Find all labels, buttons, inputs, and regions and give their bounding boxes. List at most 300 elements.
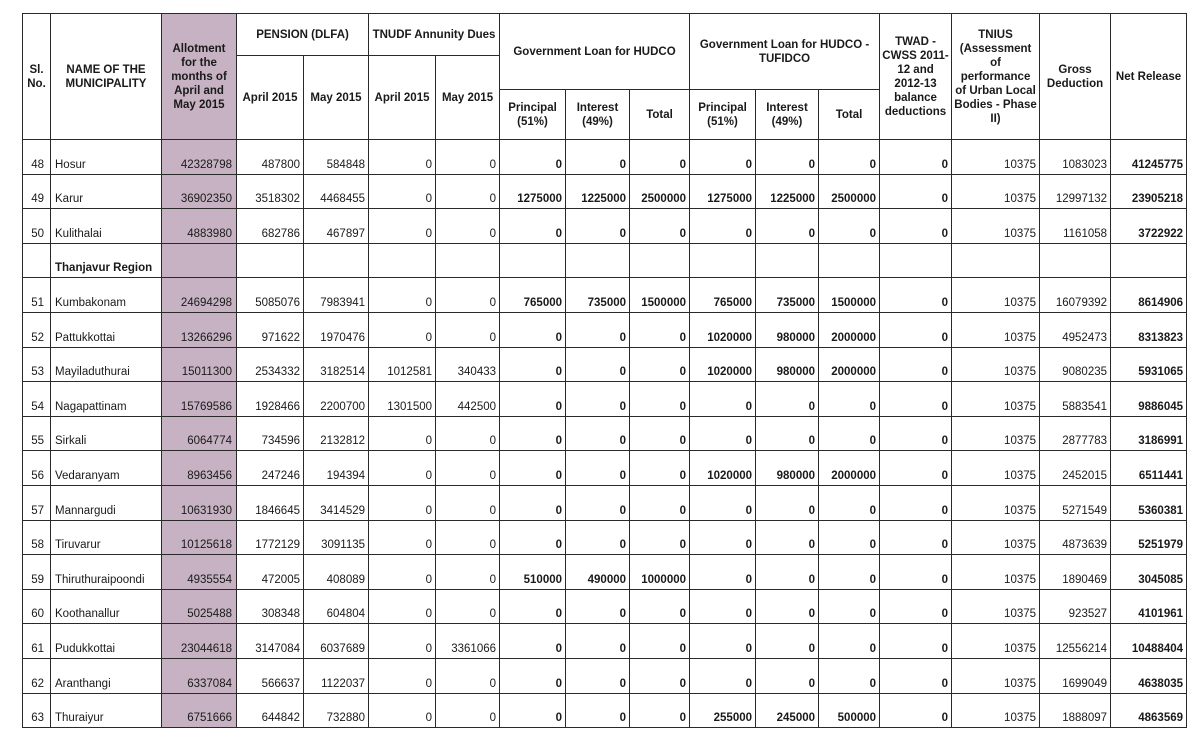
cell-t-apr: 0: [369, 451, 436, 486]
cell-h-i: 0: [566, 416, 630, 451]
cell-net: 9886045: [1111, 382, 1187, 417]
cell-u-i: 980000: [756, 312, 819, 347]
table-row: [23, 140, 1187, 175]
table-row: [23, 174, 1187, 209]
cell-alloc: 24694298: [162, 278, 237, 313]
cell-t-apr: 1012581: [369, 347, 436, 382]
cell-tnius: 10375: [952, 209, 1040, 244]
cell-name: Vedaranyam: [51, 451, 162, 486]
cell-u-i: 0: [756, 520, 819, 555]
cell-twad: 0: [880, 589, 952, 624]
cell-net: 41245775: [1111, 140, 1187, 175]
cell-p-may: 2200700: [304, 382, 369, 417]
cell-twad: 0: [880, 416, 952, 451]
cell-t-apr: 0: [369, 555, 436, 590]
cell-u-p: 0: [690, 485, 756, 520]
cell-p-may: 1122037: [304, 658, 369, 693]
table-cell: [1040, 243, 1111, 278]
cell-alloc: 13266296: [162, 312, 237, 347]
cell-h-t: 0: [630, 312, 690, 347]
cell-h-i: 0: [566, 520, 630, 555]
cell-h-i: 0: [566, 209, 630, 244]
cell-u-t: 0: [819, 140, 880, 175]
cell-h-i: 0: [566, 312, 630, 347]
cell-u-t: 0: [819, 520, 880, 555]
cell-u-i: 735000: [756, 278, 819, 313]
cell-t-apr: 1301500: [369, 382, 436, 417]
cell-name: Thuraiyur: [51, 693, 162, 728]
header-pension: PENSION (DLFA): [237, 14, 369, 56]
cell-u-p: 0: [690, 555, 756, 590]
region-row: [23, 243, 1187, 278]
table-cell: [162, 243, 237, 278]
cell-u-t: 500000: [819, 693, 880, 728]
cell-t-apr: 0: [369, 209, 436, 244]
cell-h-p: 0: [500, 451, 566, 486]
cell-h-i: 0: [566, 658, 630, 693]
cell-t-may: 0: [436, 278, 500, 313]
cell-p-apr: 566637: [237, 658, 304, 693]
cell-twad: 0: [880, 658, 952, 693]
cell-p-may: 3182514: [304, 347, 369, 382]
cell-sl: 48: [23, 140, 51, 175]
cell-h-t: 0: [630, 624, 690, 659]
cell-name: Kumbakonam: [51, 278, 162, 313]
cell-p-may: 7983941: [304, 278, 369, 313]
cell-alloc: 15769586: [162, 382, 237, 417]
table-row: [23, 658, 1187, 693]
cell-name: Pudukkottai: [51, 624, 162, 659]
cell-name: Aranthangi: [51, 658, 162, 693]
cell-tnius: 10375: [952, 658, 1040, 693]
table-row: [23, 520, 1187, 555]
table-row: [23, 312, 1187, 347]
cell-p-may: 6037689: [304, 624, 369, 659]
table-cell: [1111, 243, 1187, 278]
header-hudco-total: Total: [630, 90, 690, 140]
table-row: [23, 416, 1187, 451]
cell-t-may: 0: [436, 416, 500, 451]
header-tufidco-principal: Principal (51%): [690, 90, 756, 140]
cell-tnius: 10375: [952, 278, 1040, 313]
header-sl-no: Sl. No.: [23, 14, 51, 140]
cell-twad: 0: [880, 451, 952, 486]
table-cell: [690, 243, 756, 278]
cell-name: Pattukkottai: [51, 312, 162, 347]
header-tufidco-total: Total: [819, 90, 880, 140]
table-row: [23, 382, 1187, 417]
cell-h-p: 0: [500, 589, 566, 624]
cell-h-i: 0: [566, 382, 630, 417]
table-cell: [630, 243, 690, 278]
cell-tnius: 10375: [952, 312, 1040, 347]
cell-net: 3045085: [1111, 555, 1187, 590]
cell-sl: 53: [23, 347, 51, 382]
cell-t-may: 0: [436, 485, 500, 520]
cell-h-i: 0: [566, 624, 630, 659]
cell-t-apr: 0: [369, 312, 436, 347]
cell-u-p: 1020000: [690, 347, 756, 382]
cell-sl: 51: [23, 278, 51, 313]
cell-gross: 9080235: [1040, 347, 1111, 382]
cell-u-t: 0: [819, 209, 880, 244]
cell-h-i: 0: [566, 347, 630, 382]
cell-u-t: 0: [819, 416, 880, 451]
table-row: [23, 624, 1187, 659]
header-tnudf: TNUDF Annunity Dues: [369, 14, 500, 56]
cell-h-p: 0: [500, 209, 566, 244]
cell-t-apr: 0: [369, 485, 436, 520]
cell-h-p: 0: [500, 312, 566, 347]
cell-gross: 1890469: [1040, 555, 1111, 590]
cell-net: 5931065: [1111, 347, 1187, 382]
cell-t-apr: 0: [369, 624, 436, 659]
cell-sl: 63: [23, 693, 51, 728]
cell-net: 5360381: [1111, 485, 1187, 520]
cell-h-p: 1275000: [500, 174, 566, 209]
cell-u-t: 1500000: [819, 278, 880, 313]
cell-tnius: 10375: [952, 451, 1040, 486]
cell-u-t: 2500000: [819, 174, 880, 209]
cell-net: 4101961: [1111, 589, 1187, 624]
cell-u-p: 0: [690, 209, 756, 244]
table-cell: [369, 243, 436, 278]
cell-twad: 0: [880, 312, 952, 347]
cell-p-may: 408089: [304, 555, 369, 590]
cell-u-i: 0: [756, 382, 819, 417]
cell-u-i: 0: [756, 624, 819, 659]
cell-twad: 0: [880, 174, 952, 209]
cell-alloc: 10631930: [162, 485, 237, 520]
header-hudco-interest: Interest (49%): [566, 90, 630, 140]
cell-p-apr: 734596: [237, 416, 304, 451]
cell-u-p: 1275000: [690, 174, 756, 209]
cell-tnius: 10375: [952, 624, 1040, 659]
table-cell: [500, 243, 566, 278]
cell-t-may: 0: [436, 451, 500, 486]
cell-u-p: 0: [690, 140, 756, 175]
cell-net: 3722922: [1111, 209, 1187, 244]
cell-p-may: 1970476: [304, 312, 369, 347]
cell-h-t: 0: [630, 451, 690, 486]
cell-twad: 0: [880, 347, 952, 382]
cell-u-t: 0: [819, 555, 880, 590]
cell-u-p: 0: [690, 382, 756, 417]
cell-p-apr: 5085076: [237, 278, 304, 313]
cell-h-i: 0: [566, 140, 630, 175]
table-row: [23, 589, 1187, 624]
cell-u-t: 0: [819, 382, 880, 417]
cell-gross: 2877783: [1040, 416, 1111, 451]
cell-name: Mayiladuthurai: [51, 347, 162, 382]
cell-h-t: 1000000: [630, 555, 690, 590]
cell-p-apr: 1846645: [237, 485, 304, 520]
table-row: [23, 451, 1187, 486]
cell-name: Mannargudi: [51, 485, 162, 520]
table-cell: [819, 243, 880, 278]
cell-t-apr: 0: [369, 278, 436, 313]
header-net-release: Net Release: [1111, 14, 1187, 140]
cell-net: 8614906: [1111, 278, 1187, 313]
cell-t-apr: 0: [369, 140, 436, 175]
header-gross-deduction: Gross Deduction: [1040, 14, 1111, 140]
cell-gross: 923527: [1040, 589, 1111, 624]
cell-tnius: 10375: [952, 520, 1040, 555]
cell-u-t: 2000000: [819, 312, 880, 347]
cell-t-may: 0: [436, 555, 500, 590]
header-allotment: Allotment for the months of April and May 2015: [162, 14, 237, 140]
cell-sl: 49: [23, 174, 51, 209]
cell-twad: 0: [880, 555, 952, 590]
cell-h-p: 510000: [500, 555, 566, 590]
cell-p-apr: 2534332: [237, 347, 304, 382]
cell-twad: 0: [880, 693, 952, 728]
cell-h-t: 1500000: [630, 278, 690, 313]
cell-name: Koothanallur: [51, 589, 162, 624]
cell-h-t: 2500000: [630, 174, 690, 209]
cell-tnius: 10375: [952, 416, 1040, 451]
cell-u-i: 0: [756, 555, 819, 590]
cell-twad: 0: [880, 140, 952, 175]
cell-u-p: 0: [690, 624, 756, 659]
cell-t-may: 442500: [436, 382, 500, 417]
cell-net: 4863569: [1111, 693, 1187, 728]
cell-alloc: 15011300: [162, 347, 237, 382]
header-pension-april: April 2015: [237, 56, 304, 140]
cell-h-p: 765000: [500, 278, 566, 313]
cell-p-may: 467897: [304, 209, 369, 244]
cell-h-t: 0: [630, 140, 690, 175]
cell-sl: 60: [23, 589, 51, 624]
cell-gross: 12556214: [1040, 624, 1111, 659]
cell-p-may: 194394: [304, 451, 369, 486]
cell-u-t: 2000000: [819, 347, 880, 382]
cell-p-apr: 1772129: [237, 520, 304, 555]
cell-p-apr: 487800: [237, 140, 304, 175]
cell-u-i: 0: [756, 209, 819, 244]
cell-net: 4638035: [1111, 658, 1187, 693]
cell-h-p: 0: [500, 140, 566, 175]
header-municipality-name: NAME OF THE MUNICIPALITY: [51, 14, 162, 140]
cell-h-p: 0: [500, 658, 566, 693]
header-twad: TWAD - CWSS 2011-12 and 2012-13 balance deductions: [880, 14, 952, 140]
cell-u-i: 245000: [756, 693, 819, 728]
header-hudco-principal: Principal (51%): [500, 90, 566, 140]
cell-sl: 52: [23, 312, 51, 347]
cell-sl: 57: [23, 485, 51, 520]
cell-h-p: 0: [500, 485, 566, 520]
table-cell: [880, 243, 952, 278]
cell-tnius: 10375: [952, 485, 1040, 520]
cell-net: 3186991: [1111, 416, 1187, 451]
table-row: [23, 555, 1187, 590]
header-tnius: TNIUS (Assessment of performance of Urban Local Bodies - Phase II): [952, 14, 1040, 140]
cell-name: Thiruthuraipoondi: [51, 555, 162, 590]
cell-gross: 16079392: [1040, 278, 1111, 313]
table-cell: [237, 243, 304, 278]
cell-gross: 2452015: [1040, 451, 1111, 486]
cell-gross: 1161058: [1040, 209, 1111, 244]
cell-h-t: 0: [630, 209, 690, 244]
table-row: [23, 209, 1187, 244]
region-label: Thanjavur Region: [51, 243, 162, 278]
cell-net: 10488404: [1111, 624, 1187, 659]
cell-alloc: 4935554: [162, 555, 237, 590]
cell-net: 8313823: [1111, 312, 1187, 347]
cell-u-t: 0: [819, 658, 880, 693]
cell-u-t: 2000000: [819, 451, 880, 486]
cell-net: 23905218: [1111, 174, 1187, 209]
cell-gross: 5883541: [1040, 382, 1111, 417]
cell-u-i: 0: [756, 140, 819, 175]
cell-t-apr: 0: [369, 174, 436, 209]
cell-h-t: 0: [630, 589, 690, 624]
cell-h-i: 490000: [566, 555, 630, 590]
header-tnudf-may: May 2015: [436, 56, 500, 140]
cell-net: 5251979: [1111, 520, 1187, 555]
cell-t-apr: 0: [369, 658, 436, 693]
cell-t-apr: 0: [369, 589, 436, 624]
cell-t-may: 0: [436, 209, 500, 244]
cell-p-apr: 1928466: [237, 382, 304, 417]
cell-name: Tiruvarur: [51, 520, 162, 555]
table-cell: [952, 243, 1040, 278]
header-gov-loan-hudco: Government Loan for HUDCO: [500, 14, 690, 90]
cell-t-may: 0: [436, 658, 500, 693]
header-tufidco-interest: Interest (49%): [756, 90, 819, 140]
cell-t-apr: 0: [369, 416, 436, 451]
cell-alloc: 5025488: [162, 589, 237, 624]
table-cell: [304, 243, 369, 278]
cell-tnius: 10375: [952, 382, 1040, 417]
cell-sl: 50: [23, 209, 51, 244]
table-cell: [756, 243, 819, 278]
cell-h-t: 0: [630, 658, 690, 693]
header-gov-loan-tufidco: Government Loan for HUDCO - TUFIDCO: [690, 14, 880, 90]
municipality-allotment-table: [22, 13, 1187, 728]
cell-twad: 0: [880, 209, 952, 244]
cell-h-p: 0: [500, 347, 566, 382]
cell-name: Kulithalai: [51, 209, 162, 244]
header-tnudf-april: April 2015: [369, 56, 436, 140]
cell-gross: 1888097: [1040, 693, 1111, 728]
cell-p-may: 3091135: [304, 520, 369, 555]
cell-u-p: 255000: [690, 693, 756, 728]
table-row: [23, 347, 1187, 382]
cell-h-p: 0: [500, 382, 566, 417]
cell-h-t: 0: [630, 485, 690, 520]
cell-h-t: 0: [630, 382, 690, 417]
cell-tnius: 10375: [952, 555, 1040, 590]
cell-t-may: 0: [436, 174, 500, 209]
cell-t-may: 0: [436, 589, 500, 624]
cell-p-may: 2132812: [304, 416, 369, 451]
cell-sl: 54: [23, 382, 51, 417]
table-cell: [566, 243, 630, 278]
cell-tnius: 10375: [952, 140, 1040, 175]
cell-alloc: 6751666: [162, 693, 237, 728]
cell-u-i: 0: [756, 485, 819, 520]
cell-gross: 4952473: [1040, 312, 1111, 347]
cell-u-i: 980000: [756, 451, 819, 486]
cell-twad: 0: [880, 624, 952, 659]
cell-sl: 62: [23, 658, 51, 693]
cell-name: Karur: [51, 174, 162, 209]
cell-u-p: 0: [690, 416, 756, 451]
cell-twad: 0: [880, 382, 952, 417]
cell-h-i: 0: [566, 589, 630, 624]
cell-u-p: 0: [690, 658, 756, 693]
cell-t-may: 0: [436, 520, 500, 555]
cell-alloc: 42328798: [162, 140, 237, 175]
cell-p-apr: 3518302: [237, 174, 304, 209]
table-row: [23, 693, 1187, 728]
table-row: [23, 485, 1187, 520]
cell-h-i: 1225000: [566, 174, 630, 209]
cell-h-i: 0: [566, 693, 630, 728]
cell-h-t: 0: [630, 416, 690, 451]
cell-alloc: 10125618: [162, 520, 237, 555]
cell-h-i: 735000: [566, 278, 630, 313]
cell-u-p: 765000: [690, 278, 756, 313]
cell-alloc: 8963456: [162, 451, 237, 486]
cell-p-apr: 644842: [237, 693, 304, 728]
cell-t-may: 3361066: [436, 624, 500, 659]
cell-u-t: 0: [819, 624, 880, 659]
cell-t-may: 340433: [436, 347, 500, 382]
cell-gross: 5271549: [1040, 485, 1111, 520]
cell-twad: 0: [880, 485, 952, 520]
cell-u-i: 0: [756, 658, 819, 693]
cell-sl: 55: [23, 416, 51, 451]
cell-p-may: 584848: [304, 140, 369, 175]
table-cell: [23, 243, 51, 278]
cell-p-apr: 682786: [237, 209, 304, 244]
cell-p-apr: 3147084: [237, 624, 304, 659]
cell-alloc: 6337084: [162, 658, 237, 693]
cell-h-p: 0: [500, 693, 566, 728]
cell-h-p: 0: [500, 416, 566, 451]
cell-u-p: 1020000: [690, 451, 756, 486]
cell-p-apr: 472005: [237, 555, 304, 590]
cell-alloc: 36902350: [162, 174, 237, 209]
table-cell: [436, 243, 500, 278]
cell-t-may: 0: [436, 693, 500, 728]
cell-net: 6511441: [1111, 451, 1187, 486]
cell-p-apr: 247246: [237, 451, 304, 486]
cell-h-p: 0: [500, 624, 566, 659]
cell-u-t: 0: [819, 485, 880, 520]
cell-alloc: 4883980: [162, 209, 237, 244]
cell-h-t: 0: [630, 347, 690, 382]
cell-gross: 1083023: [1040, 140, 1111, 175]
cell-u-i: 0: [756, 589, 819, 624]
cell-gross: 4873639: [1040, 520, 1111, 555]
header-pension-may: May 2015: [304, 56, 369, 140]
cell-t-apr: 0: [369, 693, 436, 728]
cell-name: Nagapattinam: [51, 382, 162, 417]
cell-h-p: 0: [500, 520, 566, 555]
cell-twad: 0: [880, 278, 952, 313]
cell-u-p: 0: [690, 520, 756, 555]
cell-t-may: 0: [436, 140, 500, 175]
cell-h-t: 0: [630, 693, 690, 728]
cell-twad: 0: [880, 520, 952, 555]
cell-tnius: 10375: [952, 589, 1040, 624]
cell-u-i: 1225000: [756, 174, 819, 209]
cell-name: Hosur: [51, 140, 162, 175]
cell-sl: 59: [23, 555, 51, 590]
